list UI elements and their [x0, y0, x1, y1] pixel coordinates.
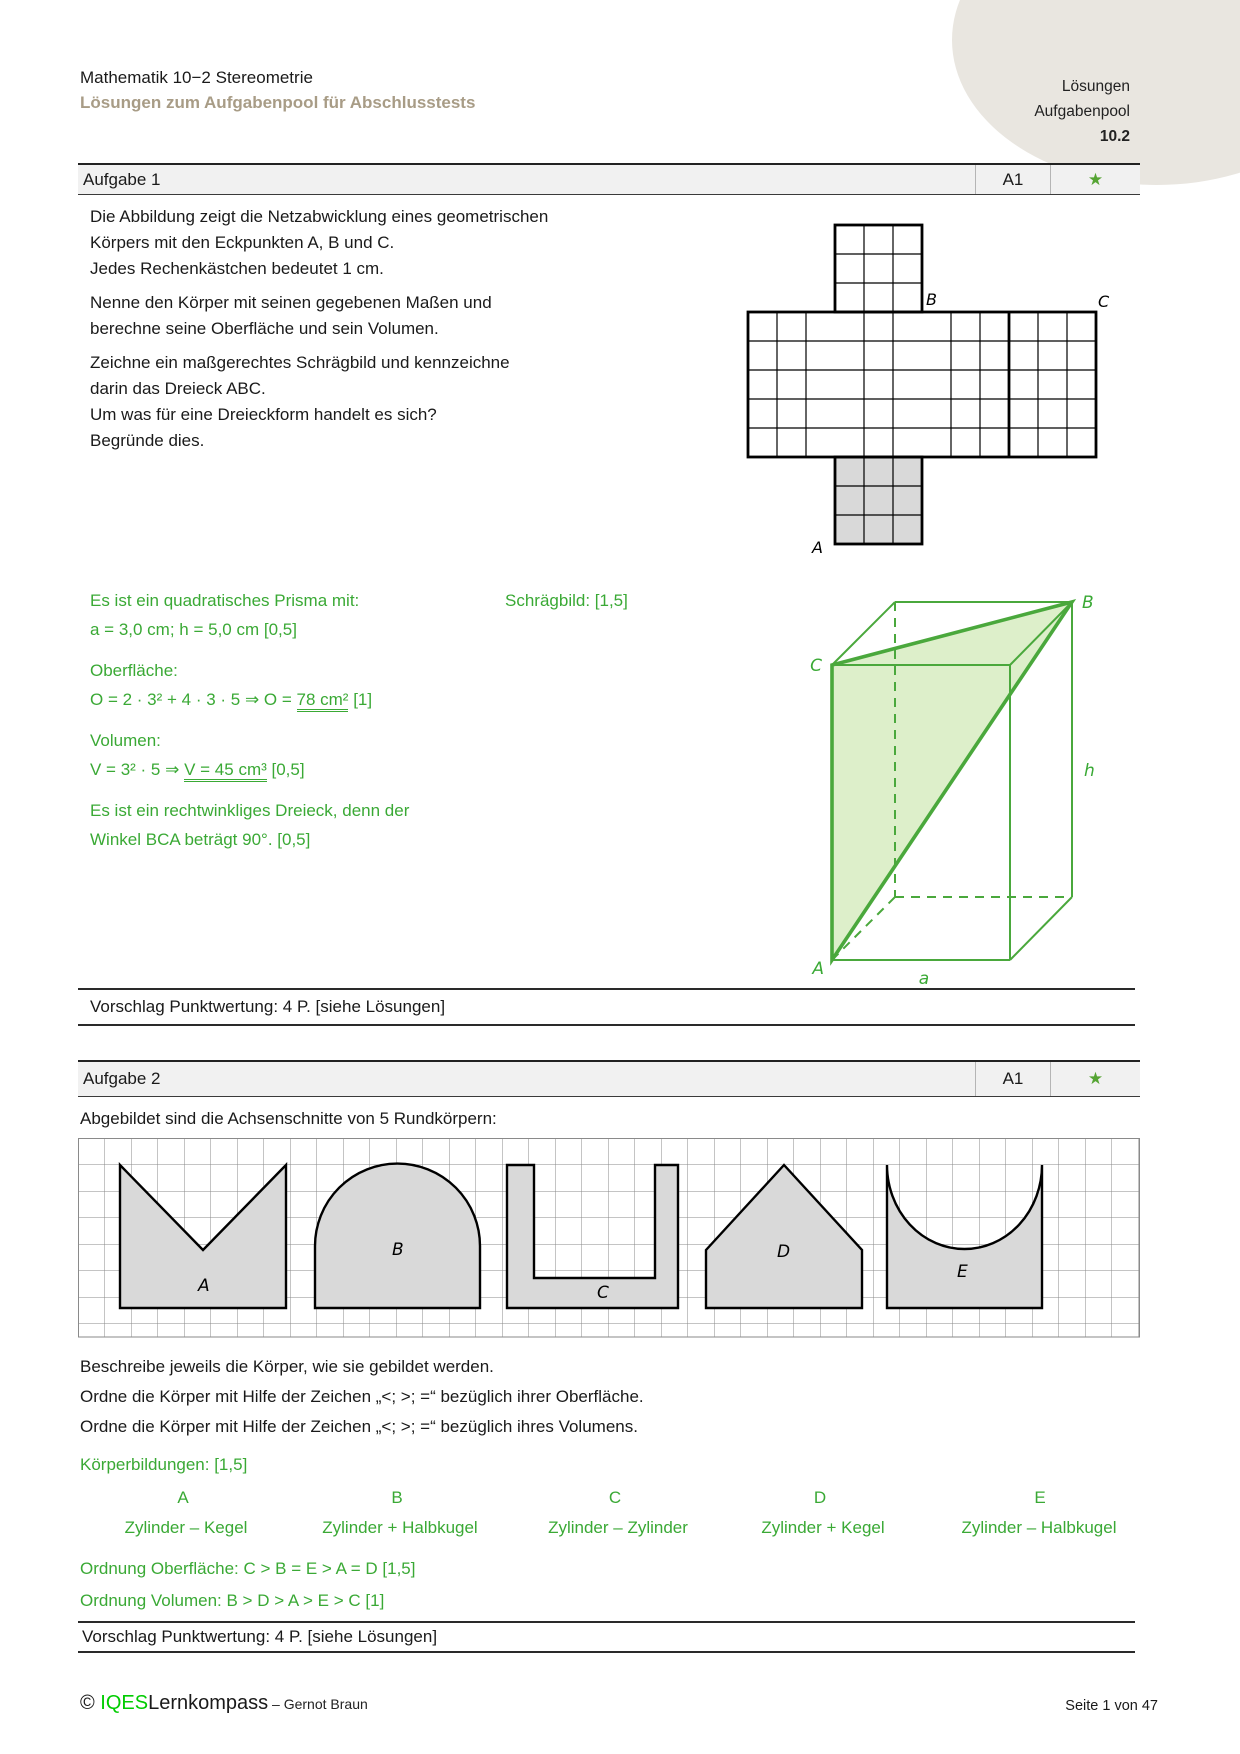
task1-level-badge: A1: [975, 165, 1050, 194]
solution-triangle-line1: Es ist ein rechtwinkliges Dreieck, denn der: [90, 801, 410, 820]
formation-e: Zylinder – Halbkugel: [961, 1518, 1117, 1537]
footer-author: – Gernot Braun: [268, 1696, 368, 1712]
task2-level-badge: A1: [975, 1062, 1050, 1096]
task1-points-bar: [78, 988, 1135, 1026]
shape-label-b: B: [392, 1240, 404, 1260]
task1-intro-line: Die Abbildung zeigt die Netzabwicklung eines geometrischen: [90, 207, 549, 226]
net-label-b: B: [926, 290, 937, 309]
net-bottom-base-shaded: [835, 457, 922, 544]
answer-letter-c: C: [608, 1488, 622, 1507]
solution-surface-heading: Oberfläche:: [90, 661, 178, 680]
surface-points: [1]: [348, 690, 373, 709]
net-unfolding-figure: [660, 215, 1120, 555]
task1-intro-line: Um was für eine Dreieckform handelt es sich?: [90, 405, 437, 424]
volume-order: Ordnung Volumen: B > D > A > E > C [1]: [80, 1591, 385, 1610]
footer-brand: [80, 1692, 368, 1715]
solution-volume-heading: Volumen:: [90, 731, 161, 750]
task2-title: Aufgabe 2: [83, 1069, 161, 1088]
prism-label-c: C: [810, 656, 822, 676]
task1-title: Aufgabe 1: [83, 169, 161, 189]
task1-header-bar: [78, 163, 1140, 195]
net-outline: [748, 225, 1096, 544]
solution-surface-formula: [90, 687, 372, 713]
volume-formula-prefix: V = 3² · 5 ⇒: [90, 760, 185, 779]
task2-question-3: Ordne die Körper mit Hilfe der Zeichen „<; >; =“ bezüglich ihres Volumens.: [80, 1417, 638, 1436]
document-subtitle: Lösungen zum Aufgabenpool für Abschlusstests: [80, 93, 476, 112]
task1-intro-line: berechne seine Oberfläche und sein Volumen.: [90, 319, 439, 338]
volume-points: [0,5]: [266, 760, 305, 779]
page-number: Seite 1 von 47: [1065, 1698, 1158, 1714]
task2-points-bar: [78, 1621, 1135, 1653]
formation-a: Zylinder – Kegel: [124, 1518, 248, 1537]
task2-question-1: Beschreibe jeweils die Körper, wie sie gebildet werden.: [80, 1357, 494, 1376]
brand-iqes: IQES: [100, 1692, 149, 1714]
shape-label-e: E: [957, 1262, 968, 1282]
shape-label-a: A: [198, 1276, 210, 1296]
surface-result-underlined: 78 cm²: [297, 690, 349, 712]
net-label-c: C: [1098, 292, 1110, 311]
task1-intro-line: Körpers mit den Eckpunkten A, B und C.: [90, 233, 395, 252]
task1-difficulty-star-icon: ★: [1050, 165, 1140, 194]
task2-intro: Abgebildet sind die Achsenschnitte von 5 Rundkörpern:: [80, 1109, 497, 1128]
task2-difficulty-star-icon: ★: [1050, 1062, 1140, 1096]
answer-letter-e: E: [1034, 1488, 1046, 1507]
course-title: Mathematik 10−2 Stereometrie: [80, 68, 313, 87]
prism-label-b: B: [1082, 593, 1094, 613]
corner-line-loesungen: Lösungen: [1061, 78, 1130, 95]
answer-letter-a: A: [177, 1488, 189, 1507]
koerperbildungen-label: Körperbildungen: [1,5]: [80, 1455, 248, 1474]
corner-chapter-number: 10.2: [1099, 128, 1130, 145]
task1-intro-line: darin das Dreieck ABC.: [90, 379, 266, 398]
task1-intro-line: Jedes Rechenkästchen bedeutet 1 cm.: [90, 259, 384, 278]
task1-intro-line: Zeichne ein maßgerechtes Schrägbild und kennzeichne: [90, 353, 510, 372]
volume-result-underlined: V = 45 cm³: [184, 760, 267, 782]
prism-label-side-a: a: [918, 969, 930, 989]
net-label-a: A: [812, 538, 823, 555]
solution-prisma-line1: Es ist ein quadratisches Prisma mit:: [90, 591, 360, 610]
shape-label-d: D: [777, 1242, 791, 1262]
answer-letter-b: B: [391, 1488, 403, 1507]
schraegbild-label: Schrägbild: [1,5]: [505, 591, 628, 610]
formation-b: Zylinder + Halbkugel: [322, 1518, 478, 1537]
solution-triangle-line2: Winkel BCA beträgt 90°. [0,5]: [90, 830, 311, 849]
surface-formula-prefix: O = 2 · 3² + 4 · 3 · 5 ⇒ O =: [90, 690, 297, 709]
solution-prisma-line2: a = 3,0 cm; h = 5,0 cm [0,5]: [90, 620, 297, 639]
cross-sections-figure: [78, 1138, 1140, 1338]
formation-c: Zylinder – Zylinder: [548, 1518, 688, 1537]
prism-oblique-drawing: [700, 560, 1140, 1000]
brand-lernkompass: Lernkompass: [148, 1692, 269, 1714]
corner-info: [1034, 74, 1130, 149]
prism-label-a: A: [812, 959, 824, 979]
task1-intro-line: Nenne den Körper mit seinen gegebenen Maßen und: [90, 293, 492, 312]
surface-order: Ordnung Oberfläche: C > B = E > A = D [1,5]: [80, 1559, 416, 1578]
formation-d: Zylinder + Kegel: [761, 1518, 885, 1537]
prism-label-h: h: [1084, 761, 1095, 781]
copyright-icon: ©: [80, 1692, 101, 1714]
shape-label-c: C: [597, 1283, 609, 1303]
task2-header-bar: [78, 1060, 1140, 1097]
solution-volume-formula: [90, 757, 305, 783]
task1-intro-line: Begründe dies.: [90, 431, 205, 450]
task2-question-2: Ordne die Körper mit Hilfe der Zeichen „<; >; =“ bezüglich ihrer Oberfläche.: [80, 1387, 644, 1406]
task1-points-text: Vorschlag Punktwertung: 4 P. [siehe Lösungen]: [90, 997, 446, 1016]
answer-letter-d: D: [813, 1488, 827, 1507]
task2-points-text: Vorschlag Punktwertung: 4 P. [siehe Lösungen]: [82, 1627, 438, 1646]
corner-line-aufgabenpool: Aufgabenpool: [1034, 103, 1130, 120]
